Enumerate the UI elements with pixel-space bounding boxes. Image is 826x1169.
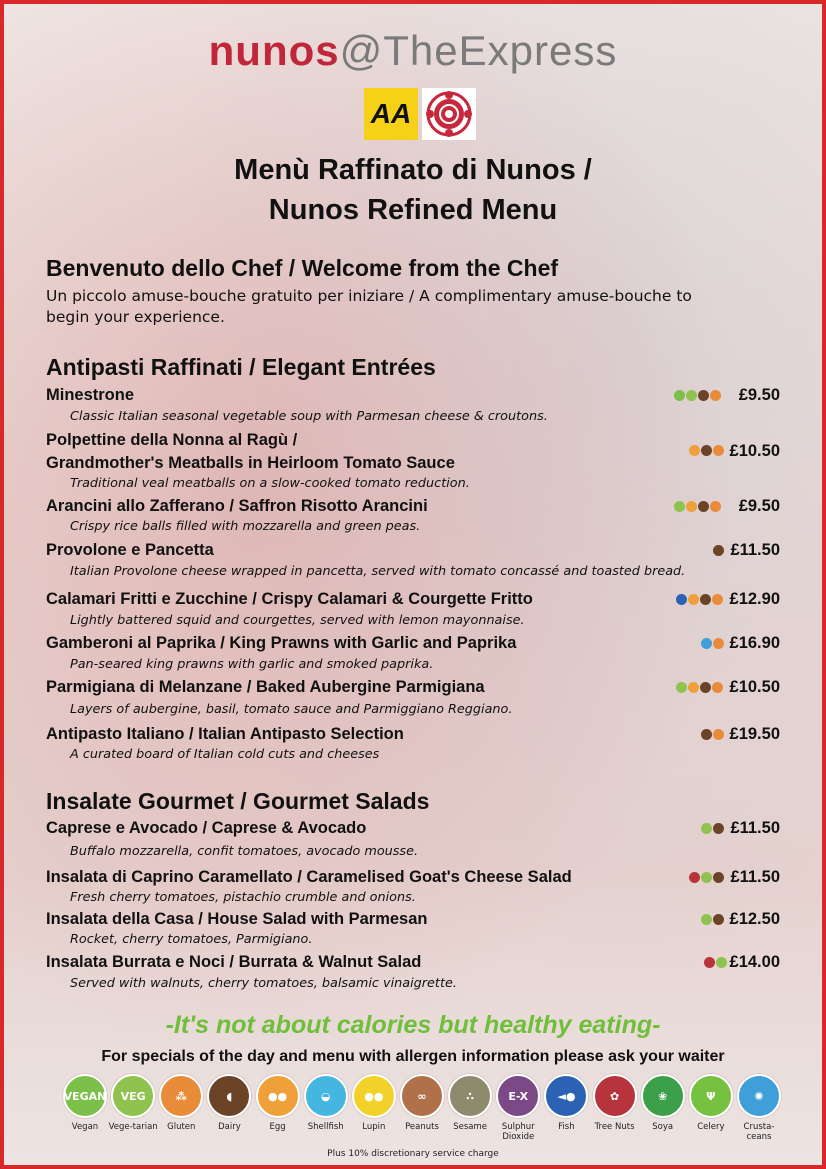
vegetarian-icon	[676, 682, 687, 693]
menu-item-price: £9.50	[738, 386, 780, 404]
walnut-icon	[704, 957, 715, 968]
legend-item	[206, 1074, 252, 1142]
vegan-icon	[674, 390, 685, 401]
legend-item	[592, 1074, 638, 1142]
menu-item-name: Parmigiana di Melanzane / Baked Aubergine Parmigiana	[46, 678, 485, 696]
milk-jug-icon: ◖	[207, 1074, 251, 1118]
soya-icon: ❀	[641, 1074, 685, 1118]
legend-label: Tree Nuts	[594, 1122, 635, 1132]
legend-item	[62, 1074, 108, 1142]
menu-item-name: Minestrone	[46, 386, 135, 404]
menu-item-price: £12.50	[729, 910, 780, 928]
legend-item	[640, 1074, 686, 1142]
milk-jug-icon	[698, 501, 709, 512]
legend-label: Celery	[697, 1122, 725, 1132]
vegan-icon: VEGAN	[63, 1074, 107, 1118]
wheat-icon	[712, 594, 723, 605]
vegetarian-icon: VEG	[111, 1074, 155, 1118]
egg-icon	[686, 501, 697, 512]
legend-label: Sesame	[453, 1122, 488, 1132]
allergen-icons	[701, 823, 724, 834]
celery-icon: Ψ	[689, 1074, 733, 1118]
menu-item-price: £9.50	[738, 497, 780, 515]
menu-title-line1: Menù Raffinato di Nunos /	[234, 154, 592, 186]
menu-item-name: Provolone e Pancetta	[46, 541, 214, 559]
allergen-icons	[689, 872, 724, 883]
milk-jug-icon	[698, 390, 709, 401]
crab-icon: ✺	[737, 1074, 781, 1118]
egg-icon	[688, 594, 699, 605]
legend-item	[158, 1074, 204, 1142]
menu-item-price: £11.50	[730, 868, 780, 886]
walnut-icon	[689, 872, 700, 883]
vegetarian-icon	[701, 823, 712, 834]
menu-item-desc: Crispy rice balls filled with mozzarella and green peas.	[70, 519, 421, 534]
vegetarian-icon	[674, 501, 685, 512]
milk-jug-icon	[713, 823, 724, 834]
sulphur-icon: E-X	[496, 1074, 540, 1118]
milk-jug-icon	[713, 914, 724, 925]
milk-jug-icon	[700, 594, 711, 605]
legend-label: Dairy	[218, 1122, 241, 1132]
crab-icon	[701, 638, 712, 649]
welcome-heading: Benvenuto dello Chef / Welcome from the Chef	[46, 255, 559, 281]
menu-item-name: Caprese e Avocado / Caprese & Avocado	[46, 819, 367, 837]
wheat-icon: ⁂	[159, 1074, 203, 1118]
menu-item-name: Antipasto Italiano / Italian Antipasto Selection	[46, 725, 404, 743]
allergen-icons	[713, 545, 724, 556]
logo-primary: nunos	[208, 27, 340, 74]
legend-item	[688, 1074, 734, 1142]
menu-item-price: £11.50	[730, 819, 780, 837]
milk-jug-icon	[713, 545, 724, 556]
menu-title	[4, 150, 822, 230]
egg-icon	[689, 445, 700, 456]
legend-label: Gluten	[167, 1122, 196, 1132]
menu-item-desc: Layers of aubergine, basil, tomato sauce and Parmiggiano Reggiano.	[70, 702, 513, 717]
walnut-icon: ✿	[593, 1074, 637, 1118]
aa-rosette-icon	[422, 88, 476, 140]
allergen-icons	[704, 957, 727, 968]
menu-item-name: Arancini allo Zafferano / Saffron Risotto Arancini	[46, 497, 428, 515]
menu-item-price: £10.50	[729, 678, 780, 696]
vegetarian-icon	[701, 872, 712, 883]
legend-label: Soya	[652, 1122, 674, 1132]
menu-item-name: Insalata Burrata e Noci / Burrata & Walnut Salad	[46, 953, 422, 971]
legend-item	[736, 1074, 782, 1142]
menu-item-desc: Traditional veal meatballs on a slow-cooked tomato reduction.	[70, 476, 470, 491]
milk-jug-icon	[701, 729, 712, 740]
menu-item-price: £11.50	[730, 541, 780, 559]
legend-label: Vege-tarian	[108, 1122, 158, 1132]
menu-item-price: £12.90	[729, 590, 780, 608]
allergen-icons	[676, 594, 723, 605]
legend-label: Egg	[269, 1122, 286, 1132]
allergen-icons	[674, 501, 721, 512]
legend-item	[495, 1074, 541, 1142]
menu-item-price: £10.50	[729, 442, 780, 460]
welcome-text: Un piccolo amuse-bouche gratuito per iniziare / A complimentary amuse-bouche to begin your experience.	[46, 287, 692, 326]
legend-label: Peanuts	[405, 1122, 439, 1132]
menu-item-price: £16.90	[729, 634, 780, 652]
wheat-icon	[712, 682, 723, 693]
allergen-icons	[701, 638, 724, 649]
wheat-icon	[710, 390, 721, 401]
menu-title-line2: Nunos Refined Menu	[268, 194, 558, 226]
salads-heading: Insalate Gourmet / Gourmet Salads	[46, 788, 430, 814]
legend-label: Shellfish	[307, 1122, 344, 1132]
allergen-legend	[62, 1074, 782, 1142]
logo-secondary: @TheExpress	[339, 27, 618, 74]
allergen-icons	[701, 729, 724, 740]
lupin-icon: ●●	[352, 1074, 396, 1118]
antipasti-heading: Antipasti Raffinati / Elegant Entrées	[46, 354, 436, 380]
legend-label: Vegan	[71, 1122, 99, 1132]
legend-label: Lupin	[362, 1122, 386, 1132]
menu-item-desc: Served with walnuts, cherry tomatoes, balsamic vinaigrette.	[70, 976, 457, 991]
legend-item	[255, 1074, 301, 1142]
shell-icon: ◒	[304, 1074, 348, 1118]
wheat-icon	[713, 445, 724, 456]
vegetarian-icon	[701, 914, 712, 925]
menu-item-name-line2: Grandmother's Meatballs in Heirloom Tomato Sauce	[46, 454, 455, 472]
menu-item-desc: Classic Italian seasonal vegetable soup with Parmesan cheese & croutons.	[70, 409, 548, 424]
legend-item	[543, 1074, 589, 1142]
aa-badge-icon: AA	[364, 88, 418, 140]
menu-item-desc: Buffalo mozzarella, confit tomatoes, avocado mousse.	[70, 844, 419, 859]
sesame-icon: ∴	[448, 1074, 492, 1118]
menu-item-name: Polpettine della Nonna al Ragù /	[46, 431, 298, 449]
legend-label: Fish	[558, 1122, 575, 1132]
fish-icon: ◄●	[544, 1074, 588, 1118]
menu-item-desc: Rocket, cherry tomatoes, Parmigiano.	[70, 932, 313, 947]
egg-icon	[688, 682, 699, 693]
wheat-icon	[713, 729, 724, 740]
specials-notice: For specials of the day and menu with allergen information please ask your waiter	[101, 1048, 725, 1065]
menu-item-price: £14.00	[729, 953, 780, 971]
vegetarian-icon	[686, 390, 697, 401]
menu-item-desc: Fresh cherry tomatoes, pistachio crumble and onions.	[70, 890, 416, 905]
milk-jug-icon	[701, 445, 712, 456]
allergen-icons	[674, 390, 721, 401]
vegetarian-icon	[716, 957, 727, 968]
menu-item-name: Insalata della Casa / House Salad with Parmesan	[46, 910, 428, 928]
menu-item-desc: Italian Provolone cheese wrapped in pancetta, served with tomato concassé and toasted bread.	[70, 564, 686, 579]
tagline: -It's not about calories but healthy eating-	[165, 1011, 661, 1039]
egg-icon: ●●	[256, 1074, 300, 1118]
legend-item	[351, 1074, 397, 1142]
menu-item-desc: A curated board of Italian cold cuts and cheeses	[70, 747, 380, 762]
wheat-icon	[713, 638, 724, 649]
legend-item	[399, 1074, 445, 1142]
milk-jug-icon	[700, 682, 711, 693]
allergen-icons	[689, 445, 724, 456]
allergen-icons	[676, 682, 723, 693]
allergen-icons	[701, 914, 724, 925]
menu-item-desc: Lightly battered squid and courgettes, served with lemon mayonnaise.	[70, 613, 525, 628]
fish-icon	[676, 594, 687, 605]
restaurant-logo	[4, 26, 822, 76]
service-charge-note: Plus 10% discretionary service charge	[327, 1149, 499, 1159]
menu-item-desc: Pan-seared king prawns with garlic and smoked paprika.	[70, 657, 434, 672]
menu-item-name: Insalata di Caprino Caramellato / Caramelised Goat's Cheese Salad	[46, 868, 572, 886]
peanut-icon: ∞	[400, 1074, 444, 1118]
menu-item-price: £19.50	[729, 725, 780, 743]
menu-item-name: Calamari Fritti e Zucchine / Crispy Calamari & Courgette Fritto	[46, 590, 533, 608]
wheat-icon	[710, 501, 721, 512]
milk-jug-icon	[713, 872, 724, 883]
legend-item	[303, 1074, 349, 1142]
menu-item-name: Gamberoni al Paprika / King Prawns with Garlic and Paprika	[46, 634, 517, 652]
legend-label: Sulphur Dioxide	[501, 1122, 535, 1142]
legend-label: Crusta-ceans	[743, 1122, 775, 1142]
legend-item	[110, 1074, 156, 1142]
legend-item	[447, 1074, 493, 1142]
